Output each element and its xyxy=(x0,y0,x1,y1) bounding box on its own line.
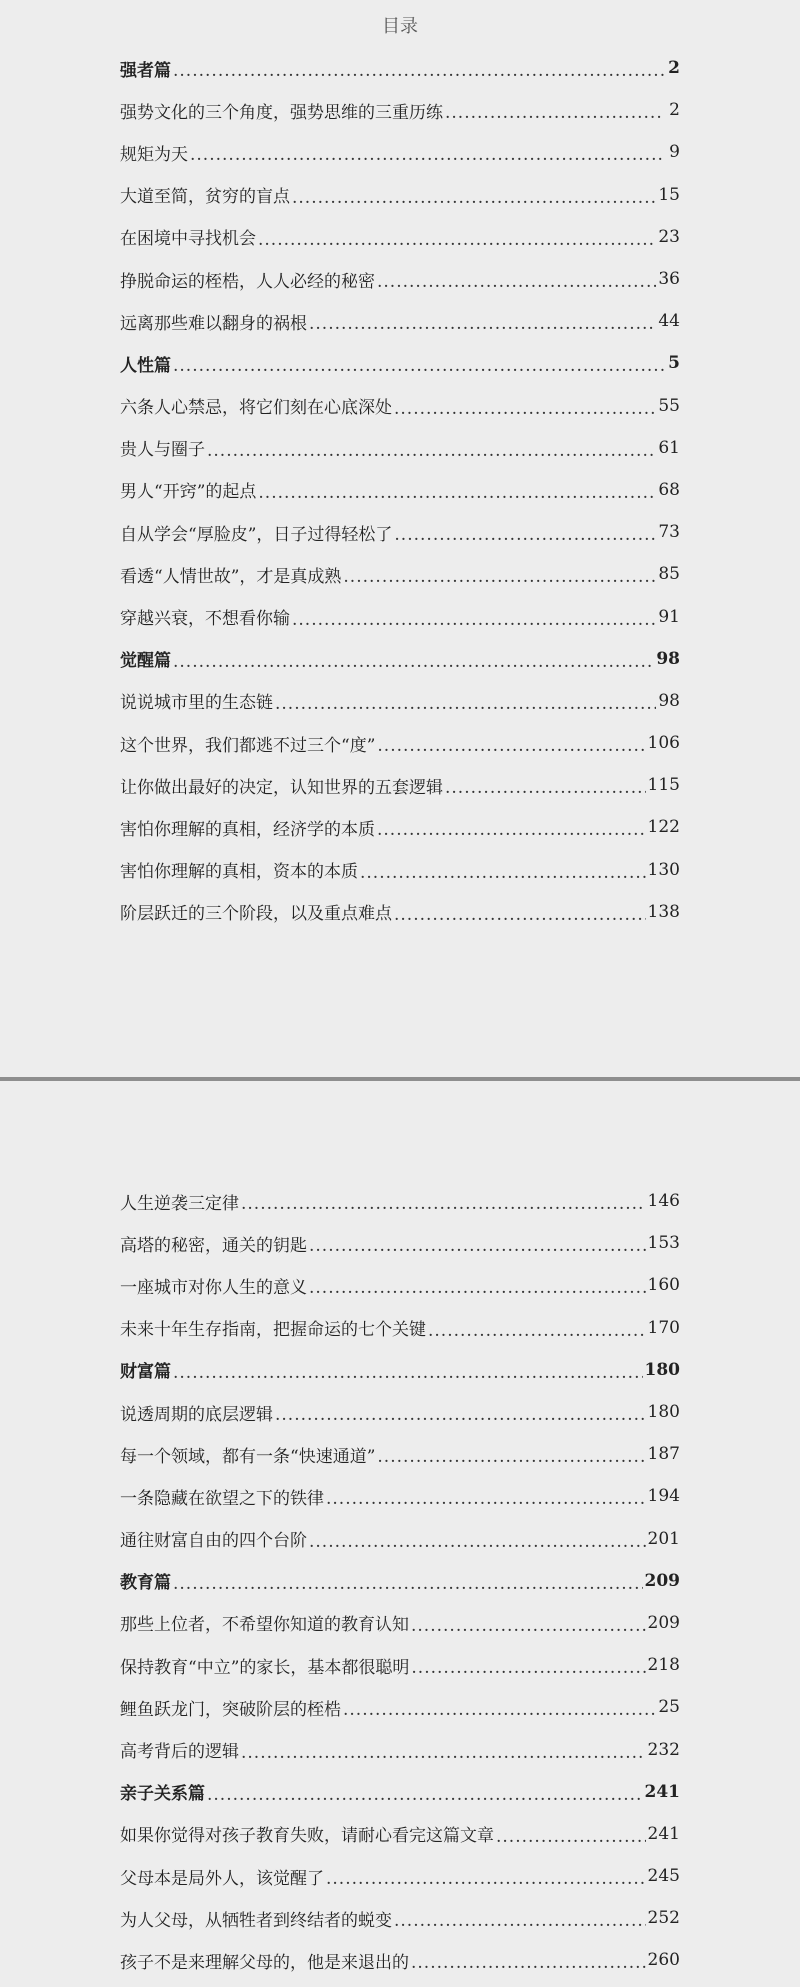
dot-leader xyxy=(292,610,656,630)
toc-entry-title: 挣脱命运的桎梏，人人必经的秘密 xyxy=(120,271,375,292)
toc-entry[interactable] xyxy=(120,680,680,722)
toc-list-page-1 xyxy=(120,47,680,933)
dot-leader xyxy=(411,1953,646,1973)
toc-page-number: 23 xyxy=(658,226,680,247)
toc-entry[interactable] xyxy=(120,1897,680,1939)
toc-page-number: 180 xyxy=(647,1402,680,1423)
toc-title: 目录 xyxy=(382,16,418,37)
dot-leader xyxy=(445,778,646,798)
toc-entry-title: 高塔的秘密，通关的钥匙 xyxy=(120,1235,307,1256)
toc-entry[interactable] xyxy=(120,258,680,300)
toc-entry[interactable] xyxy=(120,595,680,637)
toc-entry-title: 人性篇 xyxy=(120,355,171,376)
toc-section-heading[interactable] xyxy=(120,1560,680,1602)
toc-entry[interactable] xyxy=(120,1518,680,1560)
toc-entry[interactable] xyxy=(120,722,680,764)
toc-page-number: 73 xyxy=(658,522,680,543)
toc-page-number: 146 xyxy=(647,1191,680,1212)
toc-entry-title: 强者篇 xyxy=(120,60,171,81)
toc-entry[interactable] xyxy=(120,1180,680,1222)
toc-page-number: 180 xyxy=(644,1359,680,1380)
toc-entry-title: 鲤鱼跃龙门，突破阶层的桎梏 xyxy=(120,1699,341,1720)
toc-entry[interactable] xyxy=(120,300,680,342)
toc-entry[interactable] xyxy=(120,553,680,595)
toc-entry-title: 大道至简，贫穷的盲点 xyxy=(120,187,290,208)
toc-entry[interactable] xyxy=(120,1475,680,1517)
dot-leader xyxy=(326,1489,646,1509)
toc-page-number: 61 xyxy=(658,437,680,458)
toc-entry[interactable] xyxy=(120,131,680,173)
dot-leader xyxy=(343,567,656,587)
dot-leader xyxy=(394,905,646,925)
dot-leader xyxy=(394,525,656,545)
toc-page-number: 187 xyxy=(647,1444,680,1465)
toc-entry[interactable] xyxy=(120,1391,680,1433)
toc-entry-title: 害怕你理解的真相，经济学的本质 xyxy=(120,819,375,840)
toc-entry-title: 男人“开窍”的起点 xyxy=(120,482,257,503)
toc-entry-title: 为人父母，从牺牲者到终结者的蜕变 xyxy=(120,1910,392,1931)
toc-section-heading[interactable] xyxy=(120,1771,680,1813)
dot-leader xyxy=(309,1278,646,1298)
toc-entry-title: 如果你觉得对孩子教育失败，请耐心看完这篇文章 xyxy=(120,1826,494,1847)
toc-entry-title: 财富篇 xyxy=(120,1362,171,1383)
toc-page-number: 85 xyxy=(658,564,680,585)
toc-entry[interactable] xyxy=(120,849,680,891)
toc-entry-title: 觉醒篇 xyxy=(120,651,171,672)
toc-section-heading[interactable] xyxy=(120,638,680,680)
toc-entry[interactable] xyxy=(120,1813,680,1855)
toc-entry-title: 让你做出最好的决定，认知世界的五套逻辑 xyxy=(120,777,443,798)
dot-leader xyxy=(496,1827,646,1847)
dot-leader xyxy=(258,483,656,503)
dot-leader xyxy=(377,1447,645,1467)
toc-section-heading[interactable] xyxy=(120,47,680,89)
toc-entry-title: 那些上位者，不希望你知道的教育认知 xyxy=(120,1615,409,1636)
toc-entry[interactable] xyxy=(120,469,680,511)
toc-entry[interactable] xyxy=(120,1307,680,1349)
toc-page-number: 232 xyxy=(647,1739,680,1760)
dot-leader xyxy=(275,1405,646,1425)
dot-leader xyxy=(207,1785,643,1805)
toc-entry-title: 强势文化的三个角度，强势思维的三重历练 xyxy=(120,102,443,123)
toc-entry[interactable] xyxy=(120,1602,680,1644)
toc-page-number: 194 xyxy=(647,1486,680,1507)
toc-entry-title: 未来十年生存指南，把握命运的七个关键 xyxy=(120,1320,426,1341)
dot-leader xyxy=(309,1532,646,1552)
toc-entry-title: 远离那些难以翻身的祸根 xyxy=(120,313,307,334)
toc-page-number: 201 xyxy=(647,1528,680,1549)
toc-entry-title: 通往财富自由的四个台阶 xyxy=(120,1531,307,1552)
dot-leader xyxy=(428,1321,646,1341)
toc-section-heading[interactable] xyxy=(120,342,680,384)
toc-entry[interactable] xyxy=(120,89,680,131)
toc-entry[interactable] xyxy=(120,1433,680,1475)
toc-entry-title: 在困境中寻找机会 xyxy=(120,229,256,250)
toc-entry[interactable] xyxy=(120,427,680,469)
toc-page-number: 115 xyxy=(647,775,680,796)
toc-page-number: 91 xyxy=(658,606,680,627)
toc-entry-title: 孩子不是来理解父母的，他是来退出的 xyxy=(120,1952,409,1973)
toc-page-number: 55 xyxy=(658,395,680,416)
toc-entry[interactable] xyxy=(120,1644,680,1686)
dot-leader xyxy=(360,863,646,883)
toc-page-number: 252 xyxy=(647,1908,680,1929)
toc-entry-title: 高考背后的逻辑 xyxy=(120,1742,239,1763)
dot-leader xyxy=(411,1658,645,1678)
toc-entry[interactable] xyxy=(120,1855,680,1897)
toc-page-number: 241 xyxy=(647,1823,680,1844)
document-page-2 xyxy=(0,1081,800,1987)
toc-entry-title: 六条人心禁忌，将它们刻在心底深处 xyxy=(120,398,392,419)
toc-entry[interactable] xyxy=(120,1939,680,1981)
toc-page-number: 36 xyxy=(658,269,680,290)
toc-page-number: 218 xyxy=(647,1655,680,1676)
toc-entry[interactable] xyxy=(120,1222,680,1264)
toc-entry[interactable] xyxy=(120,764,680,806)
toc-page-number: 160 xyxy=(647,1275,680,1296)
toc-page-number: 130 xyxy=(647,859,680,880)
dot-leader xyxy=(377,736,645,756)
toc-page-number: 44 xyxy=(658,311,680,332)
dot-leader xyxy=(309,1236,646,1256)
dot-leader xyxy=(173,1574,643,1594)
dot-leader xyxy=(173,652,654,672)
toc-entry[interactable] xyxy=(120,806,680,848)
toc-page-number: 2 xyxy=(669,100,680,121)
dot-leader xyxy=(173,61,664,81)
toc-page-number: 245 xyxy=(647,1866,680,1887)
dot-leader xyxy=(411,1616,646,1636)
toc-entry[interactable] xyxy=(120,216,680,258)
toc-entry-title: 穿越兴衰，不想看你输 xyxy=(120,609,290,630)
dot-leader xyxy=(173,356,664,376)
toc-entry-title: 人生逆袭三定律 xyxy=(120,1193,239,1214)
toc-entry-title: 害怕你理解的真相，资本的本质 xyxy=(120,862,358,883)
toc-entry[interactable] xyxy=(120,1264,680,1306)
toc-list-page-2 xyxy=(120,1180,680,1982)
toc-page-number: 9 xyxy=(669,142,680,163)
dot-leader xyxy=(445,103,664,123)
toc-page-number: 68 xyxy=(658,479,680,500)
toc-entry-title: 自从学会“厚脸皮”，日子过得轻松了 xyxy=(120,524,393,545)
dot-leader xyxy=(241,1743,646,1763)
toc-page-number: 25 xyxy=(658,1697,680,1718)
toc-entry-title: 说说城市里的生态链 xyxy=(120,693,273,714)
dot-leader xyxy=(292,188,656,208)
toc-entry-title: 教育篇 xyxy=(120,1573,171,1594)
toc-page-number: 2 xyxy=(668,58,680,79)
toc-entry-title: 一座城市对你人生的意义 xyxy=(120,1277,307,1298)
toc-entry[interactable] xyxy=(120,1728,680,1770)
dot-leader xyxy=(309,314,656,334)
toc-page-number: 153 xyxy=(647,1233,680,1254)
toc-page-number: 15 xyxy=(658,184,680,205)
toc-entry-title: 父母本是局外人，该觉醒了 xyxy=(120,1868,324,1889)
toc-entry-title: 每一个领域，都有一条“快速通道” xyxy=(120,1446,376,1467)
dot-leader xyxy=(275,694,656,714)
toc-entry-title: 一条隐藏在欲望之下的铁律 xyxy=(120,1488,324,1509)
toc-page-number: 98 xyxy=(656,648,680,669)
toc-entry-title: 说透周期的底层逻辑 xyxy=(120,1404,273,1425)
toc-section-heading[interactable] xyxy=(120,1349,680,1391)
dot-leader xyxy=(394,1911,646,1931)
dot-leader xyxy=(173,1363,643,1383)
dot-leader xyxy=(377,820,646,840)
toc-entry-title: 贵人与圈子 xyxy=(120,440,205,461)
dot-leader xyxy=(241,1194,646,1214)
toc-entry-title: 规矩为天 xyxy=(120,144,188,165)
toc-page-number: 122 xyxy=(647,817,680,838)
toc-page-number: 106 xyxy=(647,733,680,754)
toc-page-number: 209 xyxy=(644,1570,680,1591)
toc-entry-title: 保持教育“中立”的家长，基本都很聪明 xyxy=(120,1657,410,1678)
dot-leader xyxy=(326,1869,646,1889)
dot-leader xyxy=(207,441,656,461)
toc-page-number: 241 xyxy=(644,1781,680,1802)
toc-entry[interactable] xyxy=(120,511,680,553)
dot-leader xyxy=(377,272,656,292)
toc-entry[interactable] xyxy=(120,1686,680,1728)
dot-leader xyxy=(258,230,656,250)
dot-leader xyxy=(343,1700,656,1720)
toc-entry[interactable] xyxy=(120,385,680,427)
toc-page-number: 138 xyxy=(647,901,680,922)
toc-page-number: 98 xyxy=(658,690,680,711)
toc-entry-title: 这个世界，我们都逃不过三个“度” xyxy=(120,735,376,756)
toc-page-number: 5 xyxy=(668,353,680,374)
toc-page-number: 209 xyxy=(647,1612,680,1633)
toc-entry-title: 亲子关系篇 xyxy=(120,1784,205,1805)
toc-entry-title: 看透“人情世故”，才是真成熟 xyxy=(120,566,342,587)
toc-page-number: 170 xyxy=(647,1317,680,1338)
dot-leader xyxy=(394,399,656,419)
dot-leader xyxy=(190,145,664,165)
toc-entry-title: 阶层跃迁的三个阶段，以及重点难点 xyxy=(120,904,392,925)
toc-page-number: 260 xyxy=(647,1950,680,1971)
toc-entry[interactable] xyxy=(120,891,680,933)
toc-entry[interactable] xyxy=(120,174,680,216)
